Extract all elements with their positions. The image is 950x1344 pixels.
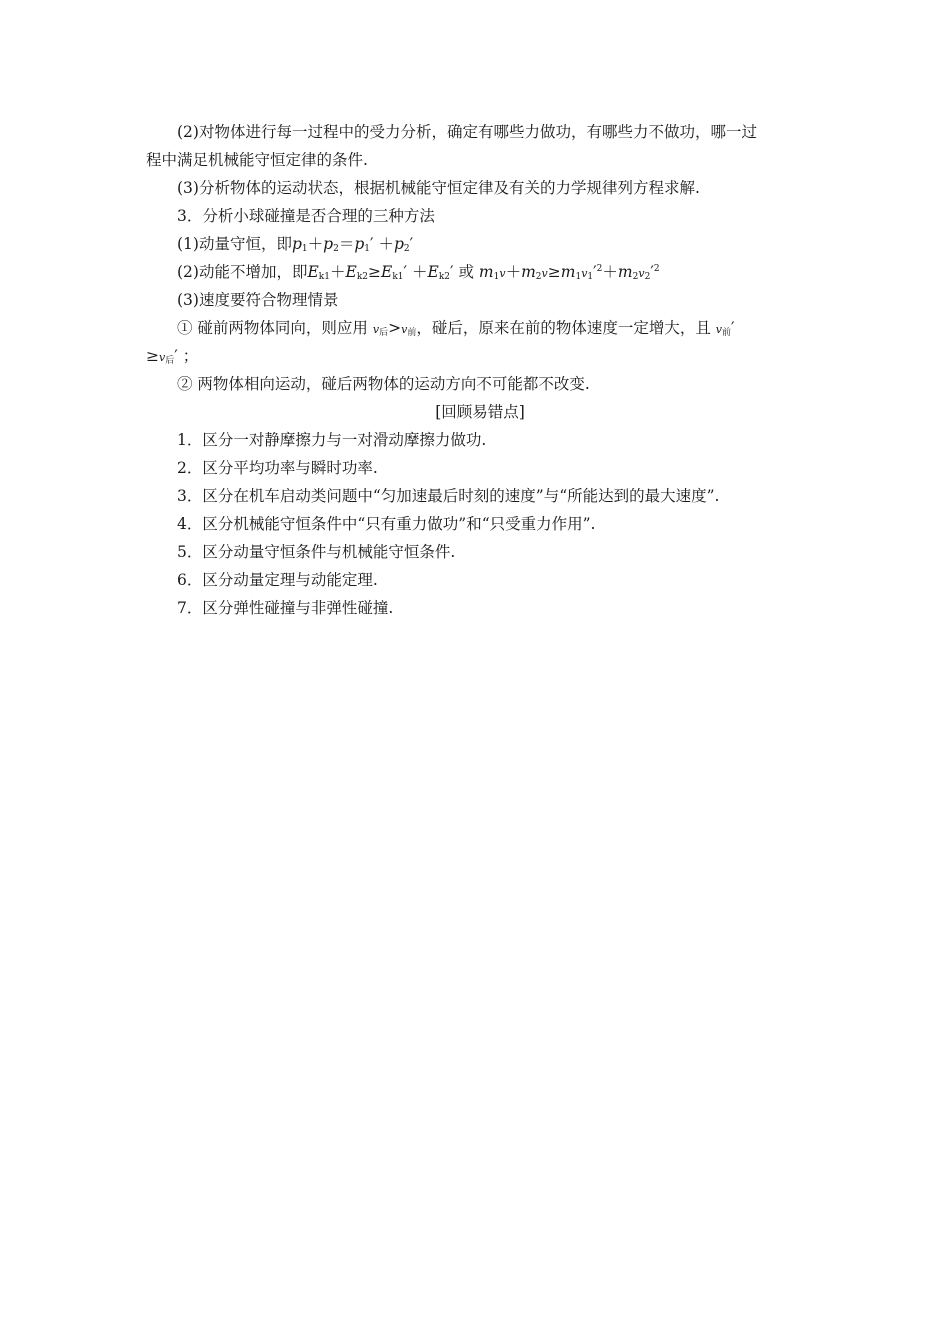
case-1-end: ； (182, 347, 199, 365)
velocity-after-front: $v_前'$ (715, 319, 735, 338)
energy-formula: $E_{k1}+E_{k2}\ge E_{k1}' +E_{k2}'$ (307, 263, 454, 282)
method-2-or: 或 (458, 263, 474, 281)
review-item-4: 4．区分机械能守恒条件中“只有重力做功”和“只受重力作用”. (177, 515, 596, 533)
paragraph-step-3: (3)分析物体的运动状态，根据机械能守恒定律及有关的力学规律列方程求解. (177, 179, 700, 197)
method-2-kinetic-energy (146, 258, 814, 286)
review-item-5: 5．区分动量守恒条件与机械能守恒条件. (177, 543, 456, 561)
review-item-3: 3．区分在机车启动类问题中“匀加速最后时刻的速度”与“所能达到的最大速度”. (177, 487, 720, 505)
document-page (146, 118, 814, 622)
review-item-2: 2．区分平均功率与瞬时功率. (177, 459, 378, 477)
case-2: ② 两物体相向运动，碰后两物体的运动方向不可能都不改变. (177, 375, 590, 393)
paragraph-step-2-line-2: 程中满足机械能守恒定律的条件. (146, 151, 368, 169)
section-3-title: 3．分析小球碰撞是否合理的三种方法 (177, 207, 435, 225)
momentum-formula: $p_1+p_2=p_1' +p_2'$ (291, 235, 414, 254)
review-item-6: 6．区分动量定理与动能定理. (177, 571, 378, 589)
method-2-label: (2)动能不增加，即 (177, 263, 308, 281)
review-item-1: 1．区分一对静摩擦力与一对滑动摩擦力做功. (177, 431, 487, 449)
case-1-mid: ，碰后，原来在前的物体速度一定增大，且 (416, 319, 711, 337)
energy-mass-formula: $m_1v+m_2v\ge m_1v_1'^2+m_2v_2'^2$ (478, 263, 660, 282)
velocity-after-rear: $\ge v_后'$ (146, 347, 178, 366)
velocity-inequality: $v_后>v_前$ (372, 319, 417, 338)
method-1-label: (1)动量守恒，即 (177, 235, 292, 253)
review-heading: [回顾易错点] (435, 403, 525, 421)
case-1-line-2 (146, 342, 814, 370)
method-3-velocity: (3)速度要符合物理情景 (177, 291, 339, 309)
paragraph-step-2-line-1: (2)对物体进行每一过程中的受力分析，确定有哪些力做功，有哪些力不做功，哪一过 (177, 123, 757, 141)
case-1-prefix: ① 碰前两物体同向，则应用 (177, 319, 368, 337)
review-item-7: 7．区分弹性碰撞与非弹性碰撞. (177, 599, 394, 617)
case-1-line-1 (146, 314, 814, 342)
method-1-momentum (146, 230, 814, 258)
